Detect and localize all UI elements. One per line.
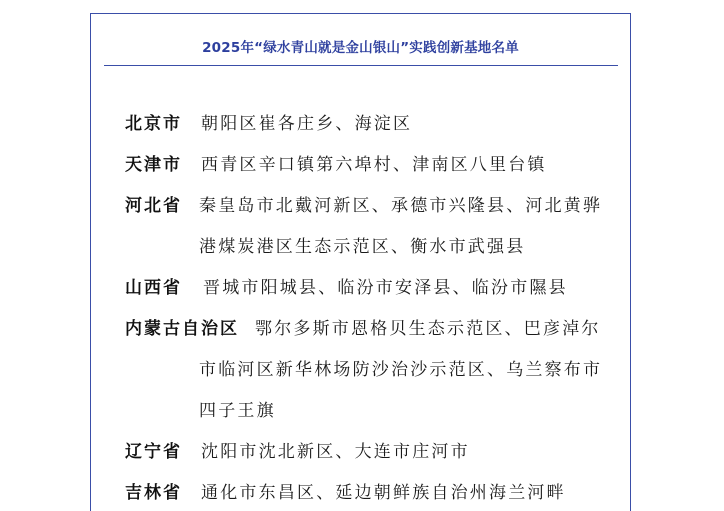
entry-list xyxy=(91,14,630,511)
entry-line-inner-mongolia-2: 市临河区新华林场防沙治沙示范区、乌兰察布市 xyxy=(199,360,603,380)
document-title: 2025年“绿水青山就是金山银山”实践创新基地名单 xyxy=(202,40,519,56)
document-frame xyxy=(90,13,631,511)
province-label-hebei: 河北省 xyxy=(125,196,182,216)
entry-line-hebei-1: 秦皇岛市北戴河新区、承德市兴隆县、河北黄骅 xyxy=(199,196,603,216)
province-label-inner-mongolia: 内蒙古自治区 xyxy=(125,319,239,339)
province-label-beijing: 北京市 xyxy=(125,114,182,134)
entry-line-shanxi-1: 晋城市阳城县、临汾市安泽县、临汾市隰县 xyxy=(203,278,568,298)
province-label-liaoning: 辽宁省 xyxy=(125,442,182,462)
entry-line-inner-mongolia-1: 鄂尔多斯市恩格贝生态示范区、巴彦淖尔 xyxy=(255,319,601,339)
province-label-shanxi: 山西省 xyxy=(125,278,182,298)
province-label-tianjin: 天津市 xyxy=(125,155,182,175)
entry-line-liaoning-1: 沈阳市沈北新区、大连市庄河市 xyxy=(201,442,470,462)
entry-line-inner-mongolia-3: 四子王旗 xyxy=(199,401,276,421)
entry-line-beijing-1: 朝阳区崔各庄乡、海淀区 xyxy=(201,114,413,134)
entry-line-hebei-2: 港煤炭港区生态示范区、衡水市武强县 xyxy=(199,237,526,257)
entry-line-jilin-1: 通化市东昌区、延边朝鲜族自治州海兰河畔 xyxy=(201,483,566,503)
province-label-jilin: 吉林省 xyxy=(125,483,182,503)
entry-line-tianjin-1: 西青区辛口镇第六埠村、津南区八里台镇 xyxy=(201,155,547,175)
